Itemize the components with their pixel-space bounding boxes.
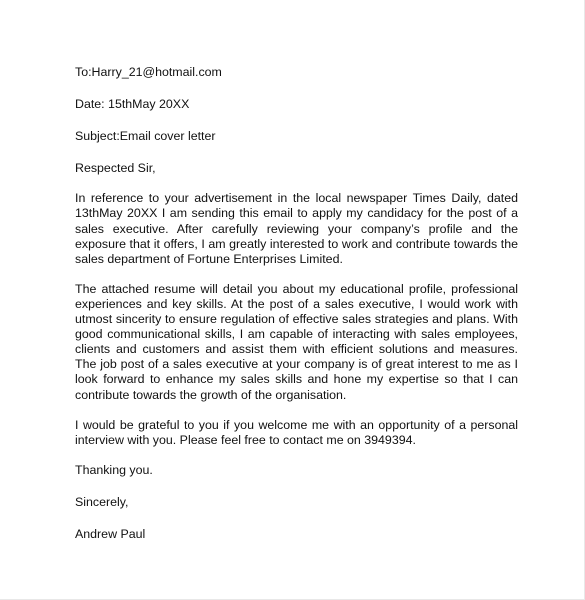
signature-name: Andrew Paul — [75, 526, 146, 541]
body-paragraph-3: I would be grateful to you if you welcome me with an opportunity of a personal interview with you. Please feel free to contact me on 3949394. — [75, 417, 518, 447]
email-cover-letter — [75, 65, 518, 542]
salutation: Respected Sir, — [75, 161, 156, 176]
closing-line: Sincerely, — [75, 494, 129, 509]
subject-line: Subject:Email cover letter — [75, 129, 216, 144]
body-paragraph-2: The attached resume will detail you about my educational profile, professional experiences and key skills. At the post of a sales executive, I would work with utmost sincerity to ensure regulation of effective sales strategies and plans. With good communicational skills, I am capable of interacting with sales employees, clients and customers and assist them with efficient solutions and measures. The job post of a sales executive at your company is of great interest to me as I look forward to enhance my sales skills and hone my expertise so that I can contribute towards the growth of the organisation. — [75, 281, 518, 402]
thanks-line: Thanking you. — [75, 462, 153, 477]
date-line: Date: 15thMay 20XX — [75, 97, 190, 112]
body-paragraph-1: In reference to your advertisement in the local newspaper Times Daily, dated 13thMay 20XX I am sending this email to apply my candidacy for the post of a sales executive. After carefully reviewing your company’s profile and the exposure that it offers, I am greatly interested to work and contribute towards the sales department of Fortune Enterprises Limited. — [75, 191, 518, 266]
recipient-line: To:Harry_21@hotmail.com — [75, 65, 222, 79]
